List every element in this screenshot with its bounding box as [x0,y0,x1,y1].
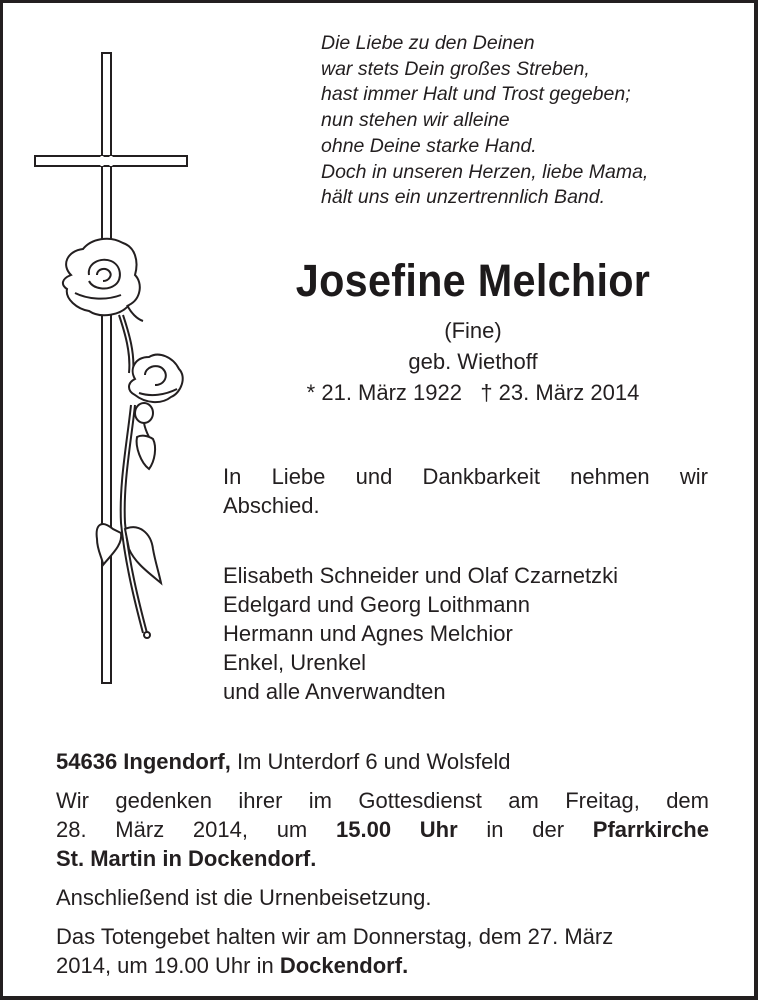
death-date: † 23. März 2014 [480,380,640,405]
mourner-entry: Hermann und Agnes Melchior [223,621,513,646]
service-date: 28. März 2014, um [56,817,308,842]
poem-line: Die Liebe zu den Deinen [321,32,535,54]
mourner-entry: Elisabeth Schneider und Olaf Czarnetzki [223,563,618,588]
address-street: Im Unterdorf 6 und Wolsfeld [236,749,511,774]
address-town: 54636 Ingendorf, [56,749,231,774]
mourner-entry: und alle Anverwandten [223,679,446,704]
birth-date: * 21. März 1922 [306,380,462,405]
maiden-name: geb. Wiethoff [408,349,538,374]
prayer-text [56,922,709,980]
address [56,747,709,776]
poem-line: ohne Deine starke Hand. [321,134,537,157]
memorial-poem [321,31,741,211]
service-line [56,815,709,844]
prayer-line: Das Totengebet halten wir am Donnerstag, dem 27. März [56,924,614,949]
urn-burial-text: Anschließend ist die Urnenbeisetzung. [56,885,432,910]
farewell-line: Abschied. [223,493,320,518]
poem-line: Doch in unseren Herzen, liebe Mama, [321,160,649,183]
deceased-info [223,253,723,409]
farewell-line: In Liebe und Dankbarkeit nehmen wir [223,464,708,489]
service-time: 15.00 Uhr [336,817,458,842]
mourner-entry: Edelgard und Georg Loithmann [223,592,530,617]
mourner-entry: Enkel, Urenkel [223,650,367,675]
poem-line: hält uns ein unzertrennlich Band. [321,186,606,209]
poem-line: nun stehen wir alleine [321,109,510,132]
farewell-text [223,462,708,520]
service-church: Pfarrkirche [592,817,709,842]
deceased-nickname: (Fine) [444,318,502,343]
deceased-name: Josefine Melchior [295,255,651,306]
service-details [56,747,709,980]
service-location: St. Martin in Dockendorf. [56,846,317,871]
service-connector: in der [486,817,565,842]
memorial-service-text [56,786,709,873]
mourners-list [223,561,618,706]
poem-line: hast immer Halt und Trost gegeben; [321,83,631,106]
poem-line: war stets Dein großes Streben, [321,57,590,80]
service-line: Wir gedenken ihrer im Gottesdienst am Freitag, dem [56,788,709,813]
prayer-time: 2014, um 19.00 Uhr in [56,953,274,978]
prayer-location: Dockendorf. [279,953,409,978]
cross-with-roses-icon [31,43,201,693]
life-dates [223,377,723,409]
